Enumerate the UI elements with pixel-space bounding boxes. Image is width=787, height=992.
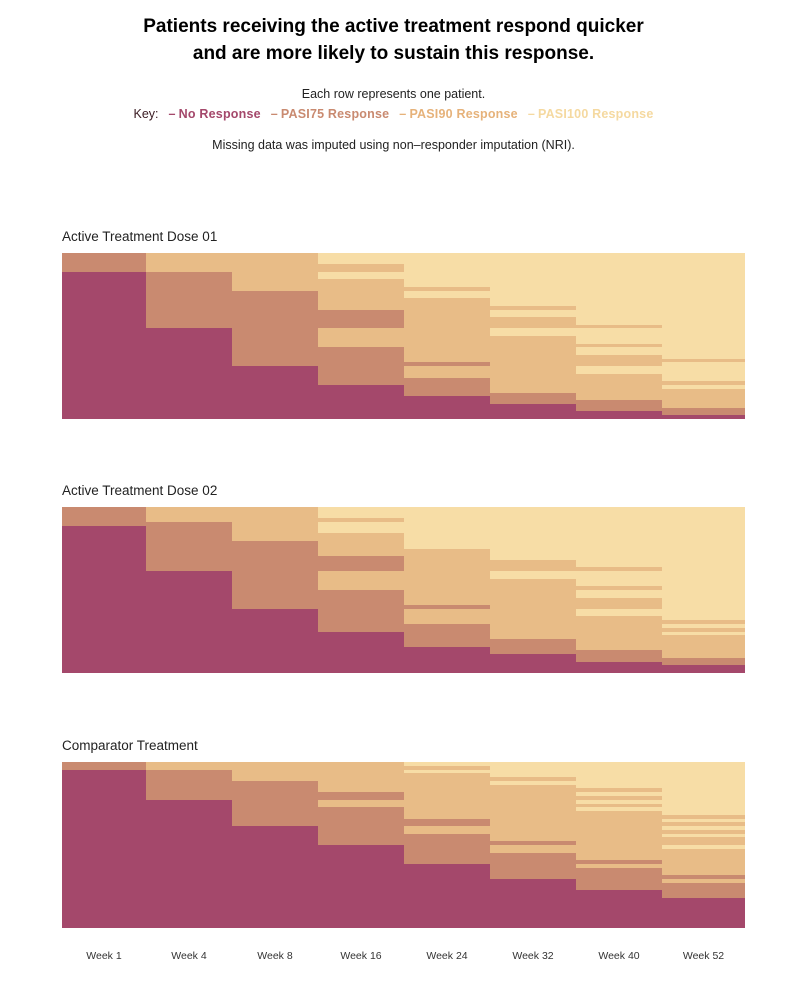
x-axis [62,950,745,968]
legend-label: Key: [133,107,159,121]
heatmap-active-treatment-dose-01 [62,253,745,419]
legend-item-no-response [169,107,261,121]
legend-text-pasi90: PASI90 Response [409,107,518,121]
x-axis-tick: Week 52 [682,950,725,962]
legend-text-pasi75: PASI75 Response [280,107,390,121]
response-cell [490,924,576,928]
x-axis-tick: Week 4 [171,950,207,962]
panel-active-treatment-dose-01 [62,229,745,419]
response-cell [490,669,576,673]
heatmap-comparator-treatment [62,762,745,928]
legend-dash-pasi100: – [527,107,535,121]
response-cell [404,415,490,419]
x-axis-tick: Week 8 [257,950,293,962]
panel-title-0: Active Treatment Dose 01 [62,229,218,244]
legend-text-no-response: No Response [178,107,261,121]
imputation-note: Missing data was imputed using non–responder imputation (NRI). [212,138,575,152]
response-cell [576,415,662,419]
page-title-line-1: Patients receiving the active treatment respond quicker [143,16,644,37]
chart-page [0,13,787,992]
response-cell [318,924,404,928]
response-cell [490,415,576,419]
heatmap-active-treatment-dose-02 [62,507,745,673]
response-cell [146,669,232,673]
legend [0,107,787,121]
legend-dash-no-response: – [168,107,176,121]
response-cell [62,415,146,419]
response-cell [318,415,404,419]
response-cell [662,924,745,928]
response-cell [62,669,146,673]
response-cell [404,669,490,673]
panel-active-treatment-dose-02 [62,483,745,673]
legend-item-pasi90 [399,107,518,121]
response-cell [662,669,745,673]
response-cell [404,924,490,928]
response-cell [232,924,318,928]
page-title [52,13,735,67]
response-cell [146,924,232,928]
legend-item-pasi100 [528,107,654,121]
response-cell [318,669,404,673]
panel-comparator-treatment [62,738,745,928]
patient-row [62,415,745,419]
patient-row [62,669,745,673]
panel-title-1: Active Treatment Dose 02 [62,483,218,498]
page-title-line-2: and are more likely to sustain this response. [192,43,595,64]
legend-dash-pasi75: – [270,107,278,121]
x-axis-tick: Week 24 [426,950,468,962]
x-axis-tick: Week 32 [512,950,554,962]
response-cell [576,924,662,928]
x-axis-tick: Week 1 [86,950,122,962]
chart-subtitle: Each row represents one patient. [301,87,486,101]
response-cell [62,924,146,928]
patient-row [62,924,745,928]
legend-text-pasi100: PASI100 Response [537,107,654,121]
response-cell [232,415,318,419]
response-cell [146,415,232,419]
response-cell [662,415,745,419]
legend-item-pasi75 [271,107,390,121]
panel-title-2: Comparator Treatment [62,738,198,753]
x-axis-tick: Week 16 [340,950,382,962]
response-cell [576,669,662,673]
response-cell [232,669,318,673]
legend-dash-pasi90: – [399,107,407,121]
x-axis-tick: Week 40 [598,950,640,962]
